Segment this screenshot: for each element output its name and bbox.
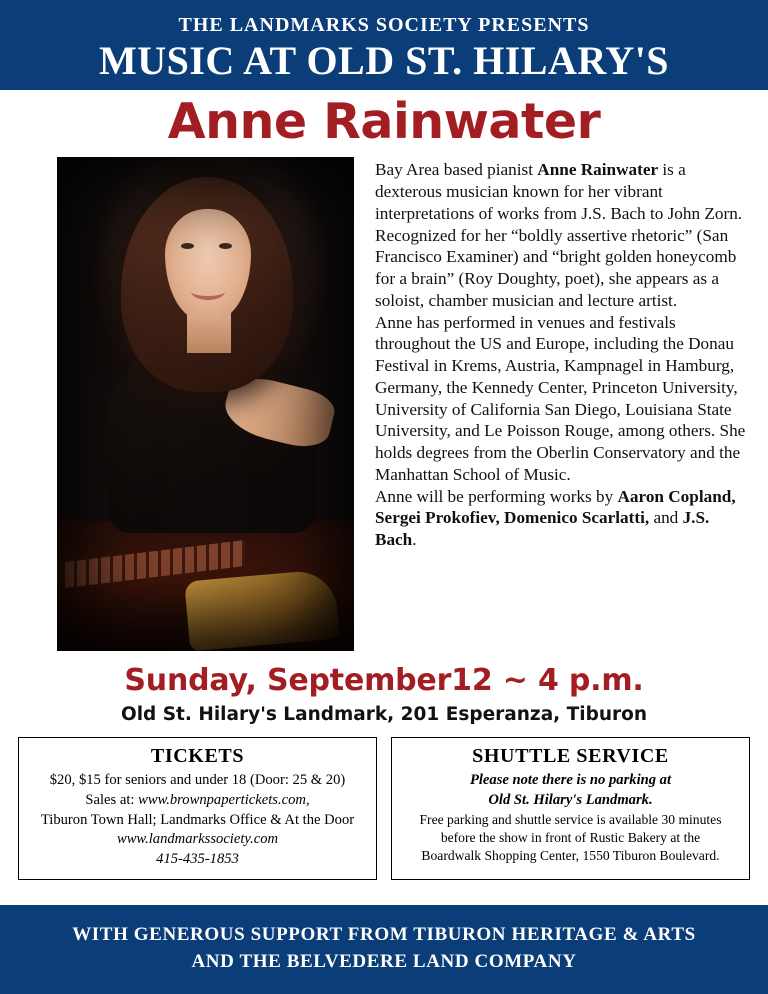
main-content [0, 151, 768, 653]
tickets-sales-line-2: Tiburon Town Hall; Landmarks Office & At the Door [40, 811, 355, 828]
event-details [0, 663, 768, 725]
photo-column [55, 151, 355, 653]
tickets-sales-lead: Sales at: [85, 791, 139, 808]
bio-paragraph-1 [375, 159, 750, 224]
tickets-title: TICKETS [150, 745, 245, 768]
shuttle-box [391, 737, 750, 880]
artist-name: Anne Rainwater [167, 93, 601, 150]
bio-paragraph-3: Anne has performed in venues and festivals throughout the US and Europe, including the Donau Festival in Krems, Austria, Kampnagel in Hamburg, Germany, the Kennedy Center, Princeton University, University of California San Diego, Louisiana State University, and Le Poisson Rouge, among others. She holds degrees from the Oberlin Conservatory and the Manhattan School of Music. [375, 312, 746, 484]
bio-p4-end: . [412, 530, 417, 550]
event-venue: Old St. Hilary's Landmark, 201 Esperanza, Tiburon [120, 704, 648, 726]
series-title: MUSIC AT OLD ST. HILARY'S [98, 38, 670, 83]
tickets-phone[interactable]: 415-435-1853 [156, 850, 239, 867]
bio-p4-composers: Aaron Copland, Sergei Prokofiev, Domenico Scarlatti, [375, 486, 736, 528]
info-boxes [0, 725, 768, 880]
tickets-website-landmarkssociety[interactable]: www.landmarkssociety.com [116, 831, 279, 848]
bio-p4-lead: Anne will be performing works by [375, 486, 618, 506]
tickets-box [18, 737, 377, 880]
bio-p4-last-composer: J.S. Bach [375, 508, 710, 550]
artist-photo [55, 155, 356, 653]
tickets-sales-line-1 [27, 791, 368, 811]
bio-p1-lead: Bay Area based pianist [375, 160, 538, 180]
bio-p4-mid: and [649, 508, 683, 528]
tickets-sales-comma: , [305, 791, 310, 808]
event-date: Sunday, September12 ~ 4 p.m. [124, 663, 644, 699]
shuttle-note-line-1: Please note there is no parking at [469, 772, 672, 789]
artist-name-band [0, 90, 768, 151]
tickets-price-line: $20, $15 for seniors and under 18 (Door: 25 & 20) [49, 772, 346, 789]
shuttle-note-line-2: Old St. Hilary's Landmark. [488, 791, 653, 808]
artist-biography [355, 151, 750, 653]
photo-vignette [57, 157, 354, 651]
tickets-website-brownpapertickets[interactable]: www.brownpapertickets.com [138, 791, 306, 808]
shuttle-title: SHUTTLE SERVICE [472, 745, 669, 768]
footer-line-1: WITH GENEROUS SUPPORT FROM TIBURON HERITAGE & ARTS [72, 923, 696, 945]
presenter-line: THE LANDMARKS SOCIETY PRESENTS [178, 14, 590, 36]
header-banner [0, 0, 768, 90]
bio-p1-artist-name: Anne Rainwater [537, 160, 659, 180]
footer-line-2: AND THE BELVEDERE LAND COMPANY [191, 951, 577, 973]
bio-paragraph-4 [375, 486, 750, 551]
shuttle-detail-line-2: before the show in front of Rustic Bakery at the [440, 829, 701, 845]
shuttle-detail-line-3: Boardwalk Shopping Center, 1550 Tiburon Boulevard. [421, 847, 720, 863]
shuttle-detail-line-1: Free parking and shuttle service is available 30 minutes [419, 811, 722, 827]
footer-banner [0, 905, 768, 994]
bio-p1-rest: is a dexterous musician known for her vibrant interpretations of works from J.S. Bach to John Zorn. [375, 160, 743, 223]
bio-paragraph-2: Recognized for her “boldly assertive rhetoric” (San Francisco Examiner) and “bright golden honeycomb for a brain” (Roy Doughty, poet), she appears as a soloist, chamber musician and lecture artist. [375, 225, 737, 310]
